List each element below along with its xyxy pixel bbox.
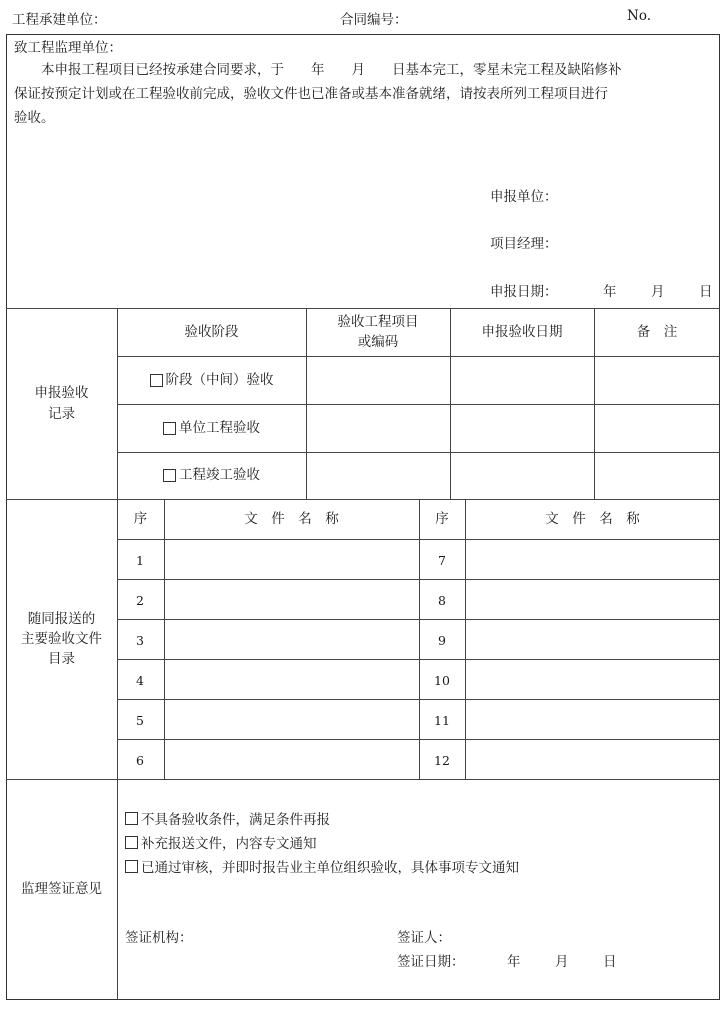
opinion-checkbox-2[interactable]	[125, 836, 138, 849]
addressee-label: 致工程监理单位：	[14, 40, 122, 56]
files-section-label	[6, 499, 117, 779]
apply-date-label: 申报日期：	[490, 284, 558, 300]
record-section-label	[6, 308, 117, 499]
form-number-label: No.	[627, 8, 651, 24]
application-line-1: 本申报工程项目已经按承建合同要求，于 年 月 日基本完工，零星未完工程及缺陷修补	[41, 62, 622, 78]
file-num-12: 12	[434, 753, 450, 768]
stage-unit-row[interactable]	[117, 404, 306, 452]
col-item-header-line-2: 或编码	[357, 334, 399, 350]
files-seq-header-right: 序	[435, 510, 449, 527]
stage-completion-label: 工程竣工验收	[179, 467, 260, 484]
contractor-label: 工程承建单位：	[12, 12, 107, 28]
file-num-5: 5	[136, 713, 144, 728]
stage-completion-row[interactable]	[117, 452, 306, 499]
project-manager-label: 项目经理：	[490, 236, 558, 252]
application-line-2: 保证按预定计划或在工程验收前完成，验收文件也已准备或基本准备就绪，请按表所列工程项目进行	[14, 86, 608, 102]
contract-number-label: 合同编号：	[340, 12, 408, 28]
opinion-option-1[interactable]	[125, 812, 330, 828]
col-stage-header: 验收阶段	[184, 323, 239, 340]
stage-interim-label: 阶段（中间）验收	[165, 371, 274, 388]
opinion-option-1-label: 不具备验收条件，满足条件再报	[141, 812, 330, 828]
files-label-line-2: 主要验收文件	[21, 630, 102, 647]
stage-interim-checkbox[interactable]	[150, 374, 163, 387]
record-label-line-1: 申报验收	[34, 385, 89, 402]
file-num-7: 7	[438, 553, 446, 568]
col-date-header: 申报验收日期	[481, 323, 563, 340]
file-num-2: 2	[136, 593, 144, 608]
endorse-date-month: 月	[555, 954, 569, 970]
stage-completion-checkbox[interactable]	[163, 469, 176, 482]
endorse-org-label: 签证机构：	[125, 930, 193, 946]
stage-interim-row[interactable]	[117, 356, 306, 404]
opinion-checkbox-1[interactable]	[125, 812, 138, 825]
opinion-option-3-label: 已通过审核，并即时报告业主单位组织验收，具体事项专文通知	[141, 860, 519, 876]
file-num-6: 6	[136, 753, 144, 768]
apply-date-year: 年	[603, 284, 617, 300]
files-label-line-3: 目录	[48, 651, 75, 668]
opinion-section-label: 监理签证意见	[21, 881, 102, 898]
endorse-date-label: 签证日期：	[397, 954, 465, 970]
endorse-date-year: 年	[507, 954, 521, 970]
file-num-4: 4	[136, 673, 144, 688]
col-note-header: 备 注	[636, 323, 678, 340]
application-line-3: 验收。	[14, 110, 55, 126]
col-item-header-line-1: 验收工程项目	[337, 313, 419, 330]
files-name-header-right: 文 件 名 称	[545, 510, 640, 527]
opinion-option-2-label: 补充报送文件，内容专文通知	[141, 836, 317, 852]
col-item-header	[306, 308, 450, 356]
file-num-10: 10	[434, 673, 450, 688]
stage-unit-checkbox[interactable]	[163, 422, 176, 435]
file-num-1: 1	[136, 553, 144, 568]
signer-label: 签证人：	[397, 930, 451, 946]
files-name-header-left: 文 件 名 称	[244, 510, 339, 527]
files-seq-header-left: 序	[133, 510, 148, 527]
apply-date-month: 月	[651, 284, 665, 300]
stage-unit-label: 单位工程验收	[179, 419, 260, 436]
file-num-11: 11	[434, 713, 450, 728]
applicant-unit-label: 申报单位：	[490, 189, 558, 205]
apply-date-day: 日	[699, 284, 713, 300]
opinion-checkbox-3[interactable]	[125, 860, 138, 873]
record-label-line-2: 记录	[48, 405, 75, 422]
file-num-9: 9	[438, 633, 446, 648]
opinion-option-2[interactable]	[125, 836, 317, 852]
files-label-line-1: 随同报送的	[27, 610, 96, 627]
opinion-option-3[interactable]	[125, 860, 519, 876]
file-num-3: 3	[136, 633, 144, 648]
file-num-8: 8	[438, 593, 446, 608]
endorse-date-day: 日	[603, 954, 617, 970]
application-text	[14, 58, 714, 130]
